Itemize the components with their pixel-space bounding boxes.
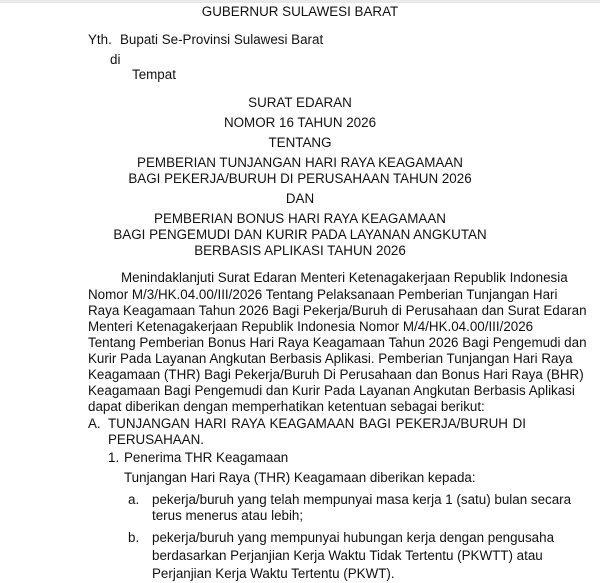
section-a-title: PERUSAHAAN. (108, 432, 204, 447)
intro-line: Menindaklanjuti Surat Edaran Menteri Ketenagakerjaan Republik Indonesia (121, 270, 568, 285)
intro-line: dapat diberikan dengan memperhatikan ketentuan sebagai berikut: (88, 399, 485, 414)
sub-b-line: Perjanjian Kerja Waktu Tertentu (PKWT). (152, 566, 395, 581)
address-recipient: Bupati Se-Provinsi Sulawesi Barat (120, 32, 324, 47)
subject2-line: BAGI PENGEMUDI DAN KURIR PADA LAYANAN ANGKUTAN (113, 227, 487, 242)
sub-a-marker: a. (128, 492, 140, 507)
item-1-title: Penerima THR Keagamaan (124, 450, 289, 465)
intro-line: Tentang Pemberian Bonus Hari Raya Keagamaan Tahun 2026 Bagi Pengemudi dan (88, 335, 587, 350)
intro-line: Keagamaan (THR) Bagi Pekerja/Buruh Di Perusahaan dan Bonus Hari Raya (BHR) (88, 367, 584, 382)
doc-number: NOMOR 16 TAHUN 2026 (223, 115, 377, 130)
address-place: Tempat (132, 67, 176, 82)
subject2-line: PEMBERIAN BONUS HARI RAYA KEAGAMAAN (154, 211, 446, 226)
item-1-marker: 1. (108, 450, 120, 465)
address-di: di (110, 52, 121, 67)
subject2-line: BERBASIS APLIKASI TAHUN 2026 (194, 243, 406, 258)
section-a-marker: A. (88, 416, 101, 431)
intro-line: Menteri Ketenagakerjaan Republik Indonesia Nomor M/4/HK.04.00/III/2026 (88, 319, 534, 334)
letterhead-title: GUBERNUR SULAWESI BARAT (201, 4, 399, 19)
subject1-line: BAGI PEKERJA/BURUH DI PERUSAHAAN TAHUN 2026 (128, 171, 472, 186)
section-a-title: TUNJANGAN HARI RAYA KEAGAMAAN BAGI PEKERJA/BURUH DI (108, 416, 526, 431)
intro-line: Kurir Pada Layanan Angkutan Berbasis Aplikasi. Pemberian Tunjangan Hari Raya (88, 351, 573, 366)
doc-about: TENTANG (268, 135, 332, 150)
address-prefix: Yth. (88, 32, 112, 47)
intro-line: Raya Keagamaan Tahun 2026 Bagi Pekerja/Buruh di Perusahaan dan Surat Edaran (88, 303, 587, 318)
subject1-line: PEMBERIAN TUNJANGAN HARI RAYA KEAGAMAAN (137, 155, 463, 170)
item-1-lead: Tunjangan Hari Raya (THR) Keagamaan diberikan kepada: (124, 470, 476, 485)
sub-b-line: berdasarkan Perjanjian Kerja Waktu Tidak Tertentu (PKWTT) atau (152, 548, 543, 563)
sub-b-line: pekerja/buruh yang mempunyai hubungan kerja dengan pengusaha (152, 530, 555, 545)
sub-a-line: pekerja/buruh yang telah mempunyai masa kerja 1 (satu) bulan secara (152, 492, 572, 507)
doc-type: SURAT EDARAN (248, 95, 352, 110)
sub-a-line: terus menerus atau lebih; (152, 508, 304, 523)
intro-line: Nomor M/3/HK.04.00/III/2026 Tentang Pelaksanaan Pemberian Tunjangan Hari (88, 287, 558, 302)
doc-and: DAN (285, 191, 315, 206)
sub-b-marker: b. (128, 530, 140, 545)
intro-line: Keagamaan Bagi Pengemudi dan Kurir Pada Layanan Angkutan Berbasis Aplikasi (88, 383, 575, 398)
